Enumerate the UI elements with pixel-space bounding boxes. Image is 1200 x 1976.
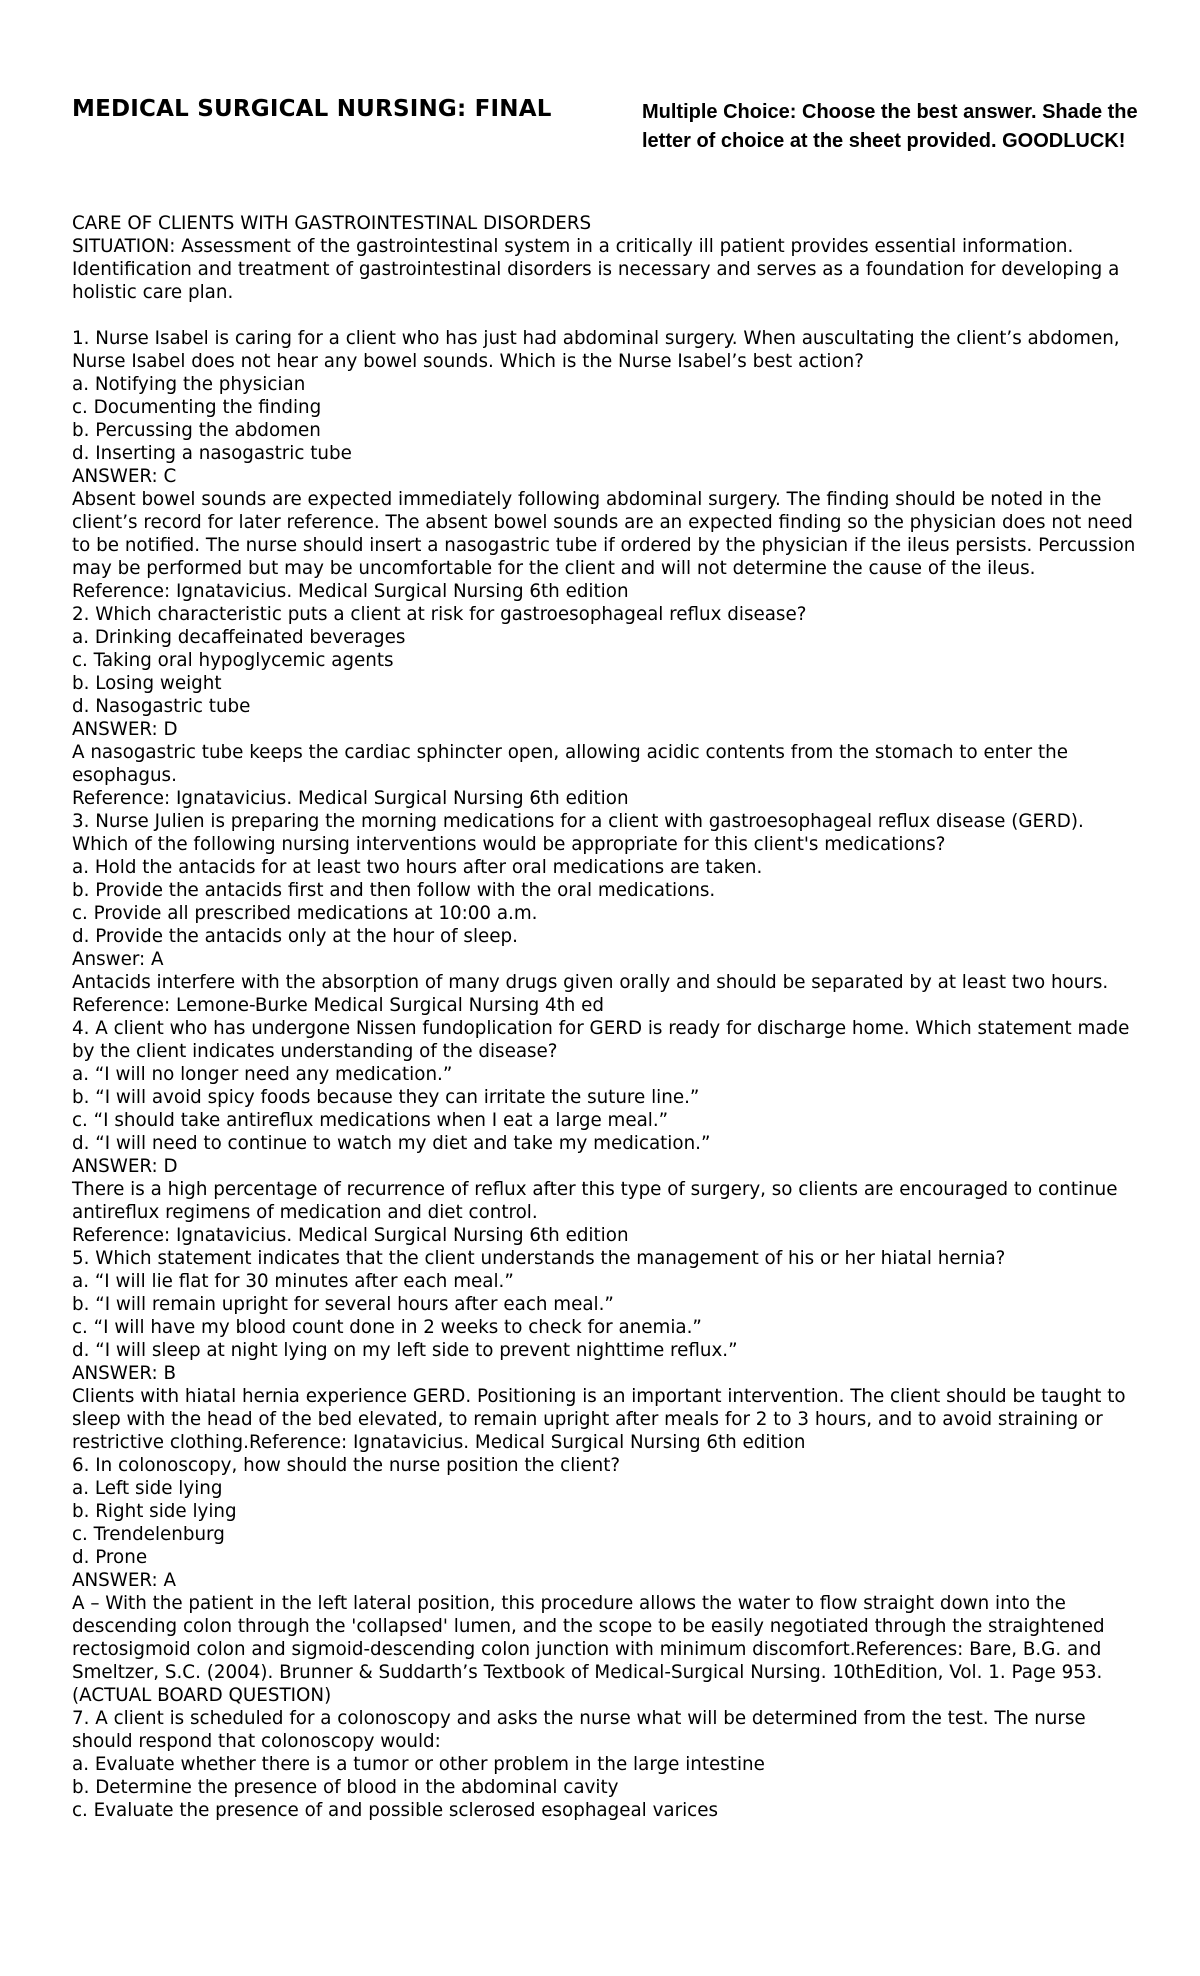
answer-option: c. Documenting the finding <box>72 397 322 418</box>
question-block <box>72 327 1140 603</box>
question-text: 2. Which characteristic puts a client at risk for gastroesophageal reflux disease? <box>72 604 807 625</box>
rationale-text: Absent bowel sounds are expected immediately following abdominal surgery. The finding should be noted in the client’s record for later reference. The absent bowel sounds are an expected finding so the physician does not need to be notified. The nurse should insert a nasogastric tube if ordered by the physician if the ileus persists. Percussion may be performed but may be uncomfortable for the client and will not determine the cause of the ileus. <box>72 489 1136 579</box>
reference-text: Reference: Lemone-Burke Medical Surgical Nursing 4th ed <box>72 995 605 1016</box>
question-text: 1. Nurse Isabel is caring for a client who has just had abdominal surgery. When auscultating the client’s abdomen, Nurse Isabel does not hear any bowel sounds. Which is the Nurse Isabel’s best action? <box>72 328 1120 372</box>
answer-option: a. Notifying the physician <box>72 374 306 395</box>
exam-title: MEDICAL SURGICAL NURSING: FINAL <box>72 96 552 122</box>
answer-option: b. “I will avoid spicy foods because they can irritate the suture line.” <box>72 1087 700 1108</box>
blank-line <box>72 304 1140 327</box>
answer-option: c. Taking oral hypoglycemic agents <box>72 650 394 671</box>
rationale-text: A nasogastric tube keeps the cardiac sphincter open, allowing acidic contents from the stomach to enter the esophagus. <box>72 742 1069 786</box>
answer-option: b. “I will remain upright for several hours after each meal.” <box>72 1294 614 1315</box>
exam-instructions: Multiple Choice: Choose the best answer. Shade the letter of choice at the sheet provided. GOODLUCK! <box>642 101 1138 152</box>
rationale-text: Clients with hiatal hernia experience GERD. Positioning is an important intervention. The client should be taught to sleep with the head of the bed elevated, to remain upright after meals for 2 to 3 hours, and to avoid straining or restrictive clothing.Reference: Ignatavicius. Medical Surgical Nursing 6th edition <box>72 1386 1126 1453</box>
question-text: 4. A client who has undergone Nissen fundoplication for GERD is ready for discharge home. Which statement made by the client indicates understanding of the disease? <box>72 1018 1130 1062</box>
answer-option: a. Hold the antacids for at least two hours after oral medications are taken. <box>72 857 763 878</box>
question-list <box>72 327 1140 1822</box>
question-block <box>72 603 1140 810</box>
situation-paragraph: SITUATION: Assessment of the gastrointestinal system in a critically ill patient provides essential information. Identification and treatment of gastrointestinal disorders is necessary and serves as a foundation for developing a holistic care plan. <box>72 236 1120 303</box>
answer-option: b. Provide the antacids first and then follow with the oral medications. <box>72 880 716 901</box>
answer-option: b. Percussing the abdomen <box>72 420 321 441</box>
question-text: 6. In colonoscopy, how should the nurse position the client? <box>72 1455 621 1476</box>
answer-option: c. “I should take antireflux medications when I eat a large meal.” <box>72 1110 669 1131</box>
answer-option: b. Determine the presence of blood in the abdominal cavity <box>72 1777 619 1798</box>
board-question-note: (ACTUAL BOARD QUESTION) <box>72 1685 332 1706</box>
question-text: 7. A client is scheduled for a colonoscopy and asks the nurse what will be determined from the test. The nurse should respond that colonoscopy would: <box>72 1708 1086 1752</box>
answer-option: b. Right side lying <box>72 1501 237 1522</box>
answer-option: d. “I will sleep at night lying on my left side to prevent nighttime reflux.” <box>72 1340 738 1361</box>
answer-option: a. Evaluate whether there is a tumor or other problem in the large intestine <box>72 1754 765 1775</box>
answer-key: Answer: A <box>72 949 164 970</box>
answer-option: c. “I will have my blood count done in 2 weeks to check for anemia.” <box>72 1317 702 1338</box>
rationale-text: There is a high percentage of recurrence of reflux after this type of surgery, so clients are encouraged to continue antireflux regimens of medication and diet control. <box>72 1179 1118 1223</box>
reference-text: Reference: Ignatavicius. Medical Surgical Nursing 6th edition <box>72 581 629 602</box>
question-block <box>72 1454 1140 1707</box>
answer-option: d. Prone <box>72 1547 148 1568</box>
answer-key: ANSWER: C <box>72 466 177 487</box>
answer-key: ANSWER: A <box>72 1570 177 1591</box>
answer-option: a. Drinking decaffeinated beverages <box>72 627 406 648</box>
section-heading: CARE OF CLIENTS WITH GASTROINTESTINAL DISORDERS <box>72 213 592 234</box>
question-block <box>72 1247 1140 1454</box>
answer-key: ANSWER: D <box>72 1156 178 1177</box>
answer-option: d. “I will need to continue to watch my diet and take my medication.” <box>72 1133 711 1154</box>
document-body <box>72 212 1140 1822</box>
answer-option: a. Left side lying <box>72 1478 223 1499</box>
answer-option: a. “I will lie flat for 30 minutes after each meal.” <box>72 1271 514 1292</box>
answer-option: c. Evaluate the presence of and possible sclerosed esophageal varices <box>72 1800 719 1821</box>
answer-option: d. Inserting a nasogastric tube <box>72 443 352 464</box>
answer-key: ANSWER: B <box>72 1363 177 1384</box>
answer-option: d. Provide the antacids only at the hour of sleep. <box>72 926 518 947</box>
rationale-text: A – With the patient in the left lateral position, this procedure allows the water to flow straight down into the descending colon through the 'collapsed' lumen, and the scope to be easily negotiated through the straightened rectosigmoid colon and sigmoid-descending colon junction with minimum discomfort.References: Bare, B.G. and Smeltzer, S.C. (2004). Brunner & Suddarth’s Textbook of Medical-Surgical Nursing. 10thEdition, Vol. 1. Page 953. <box>72 1593 1105 1683</box>
answer-option: c. Provide all prescribed medications at 10:00 a.m. <box>72 903 538 924</box>
reference-text: Reference: Ignatavicius. Medical Surgical Nursing 6th edition <box>72 1225 629 1246</box>
question-text: 5. Which statement indicates that the client understands the management of his or her hiatal hernia? <box>72 1248 1006 1269</box>
reference-text: Reference: Ignatavicius. Medical Surgical Nursing 6th edition <box>72 788 629 809</box>
answer-option: d. Nasogastric tube <box>72 696 251 717</box>
answer-key: ANSWER: D <box>72 719 178 740</box>
question-block <box>72 1017 1140 1247</box>
answer-option: c. Trendelenburg <box>72 1524 225 1545</box>
question-block <box>72 810 1140 1017</box>
question-block <box>72 1707 1140 1822</box>
question-text: 3. Nurse Julien is preparing the morning medications for a client with gastroesophageal reflux disease (GERD). Which of the following nursing interventions would be appropriate for this client's medications? <box>72 811 1084 855</box>
answer-option: a. “I will no longer need any medication.” <box>72 1064 453 1085</box>
answer-option: b. Losing weight <box>72 673 222 694</box>
header <box>72 96 1142 196</box>
rationale-text: Antacids interfere with the absorption of many drugs given orally and should be separated by at least two hours. <box>72 972 1109 993</box>
